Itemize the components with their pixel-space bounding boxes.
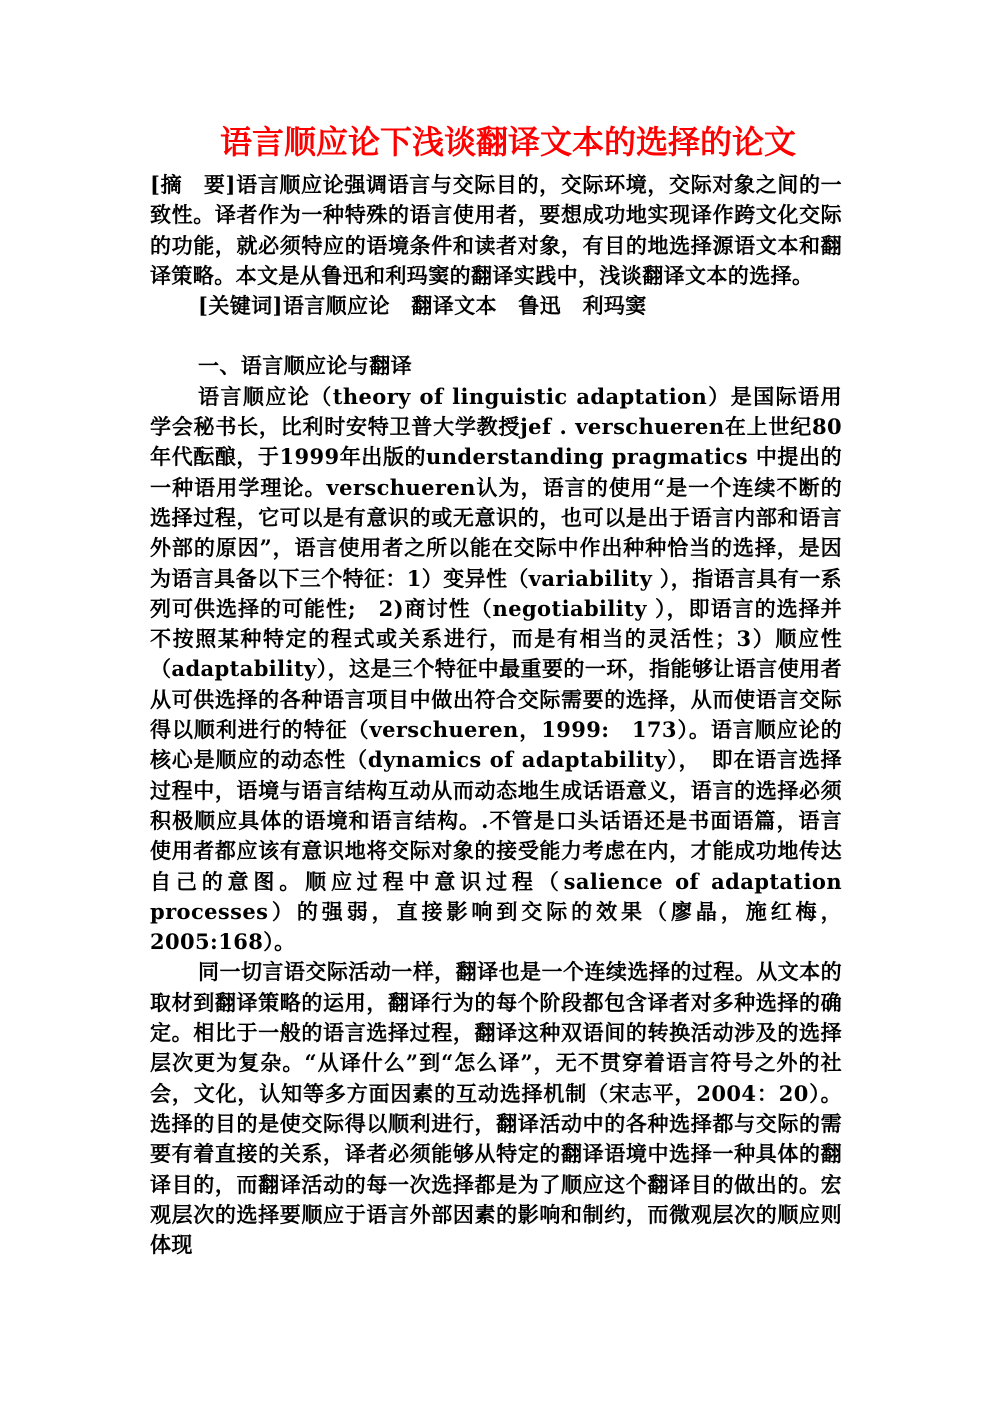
document-title: 语言顺应论下浅谈翻译文本的选择的论文	[220, 123, 797, 161]
body-paragraph-2: 同一切言语交际活动一样，翻译也是一个连续选择的过程。从文本的取材到翻译策略的运用，翻译行为的每个阶段都包含译者对多种选择的确定。相比于一般的语言选择过程，翻译这种双语间的转换活动涉及的选择层次更为复杂。“从译什么”到“怎么译”，无不贯穿着语言符号之外的社会，文化，认知等多方面因素的互动选择机制（宋志平，2004：20）。选择的目的是使交际得以顺利进行，翻译活动中的各种选择都与交际的需要有着直接的关系，译者必须能够从特定的翻译语境中选择一种具体的翻译目的，而翻译活动的每一次选择都是为了顺应这个翻译目的做出的。宏观层次的选择要顺应于语言外部因素的影响和制约，而微观层次的顺应则体现	[150, 959, 842, 1258]
body-paragraph-1: 语言顺应论（theory of linguistic adaptation）是国际语用学会秘书长，比利时安特卫普大学教授jef . verschueren在上世纪80年代酝酿，于1999年出版的understanding pragmatics 中提出的一种语用学理论。verschueren认为，语言的使用“是一个连续不断的选择过程，它可以是有意识的或无意识的，也可以是出于语言内部和语言外部的原因”，语言使用者之所以能在交际中作出种种恰当的选择，是因为语言具备以下三个特征：1）变异性（variability ），指语言具有一系列可供选择的可能性; 2)商讨性（negotiability ），即语言的选择并不按照某种特定的程式或关系进行，而是有相当的灵活性；3）顺应性（adaptability），这是三个特征中最重要的一环，指能够让语言使用者从可供选择的各种语言项目中做出符合交际需要的选择，从而使语言交际得以顺利进行的特征（verschueren，1999: 173）。语言顺应论的核心是顺应的动态性（dynamics of adaptability）， 即在语言选择过程中，语境与语言结构互动从而动态地生成话语意义，语言的选择必须积极顺应具体的语境和语言结构。.不管是口头话语还是书面语篇，语言使用者都应该有意识地将交际对象的接受能力考虑在内，才能成功地传达自己的意图。顺应过程中意识过程（salience of adaptation processes）的强弱，直接影响到交际的效果（廖晶，施红梅，2005:168）。	[150, 383, 842, 955]
abstract-paragraph: [摘 要]语言顺应论强调语言与交际目的，交际环境，交际对象之间的一致性。译者作为一种特殊的语言使用者，要想成功地实现译作跨文化交际的功能，就必须特应的语境条件和读者对象，有目的地选择源语文本和翻译策略。本文是从鲁迅和利玛窦的翻译实践中，浅谈翻译文本的选择。	[150, 172, 842, 288]
blank-line	[150, 321, 842, 351]
document-page	[150, 118, 842, 1260]
section-heading: 一、语言顺应论与翻译	[198, 353, 412, 379]
keywords-line: [关键词]语言顺应论 翻译文本 鲁迅 利玛窦	[198, 293, 647, 319]
